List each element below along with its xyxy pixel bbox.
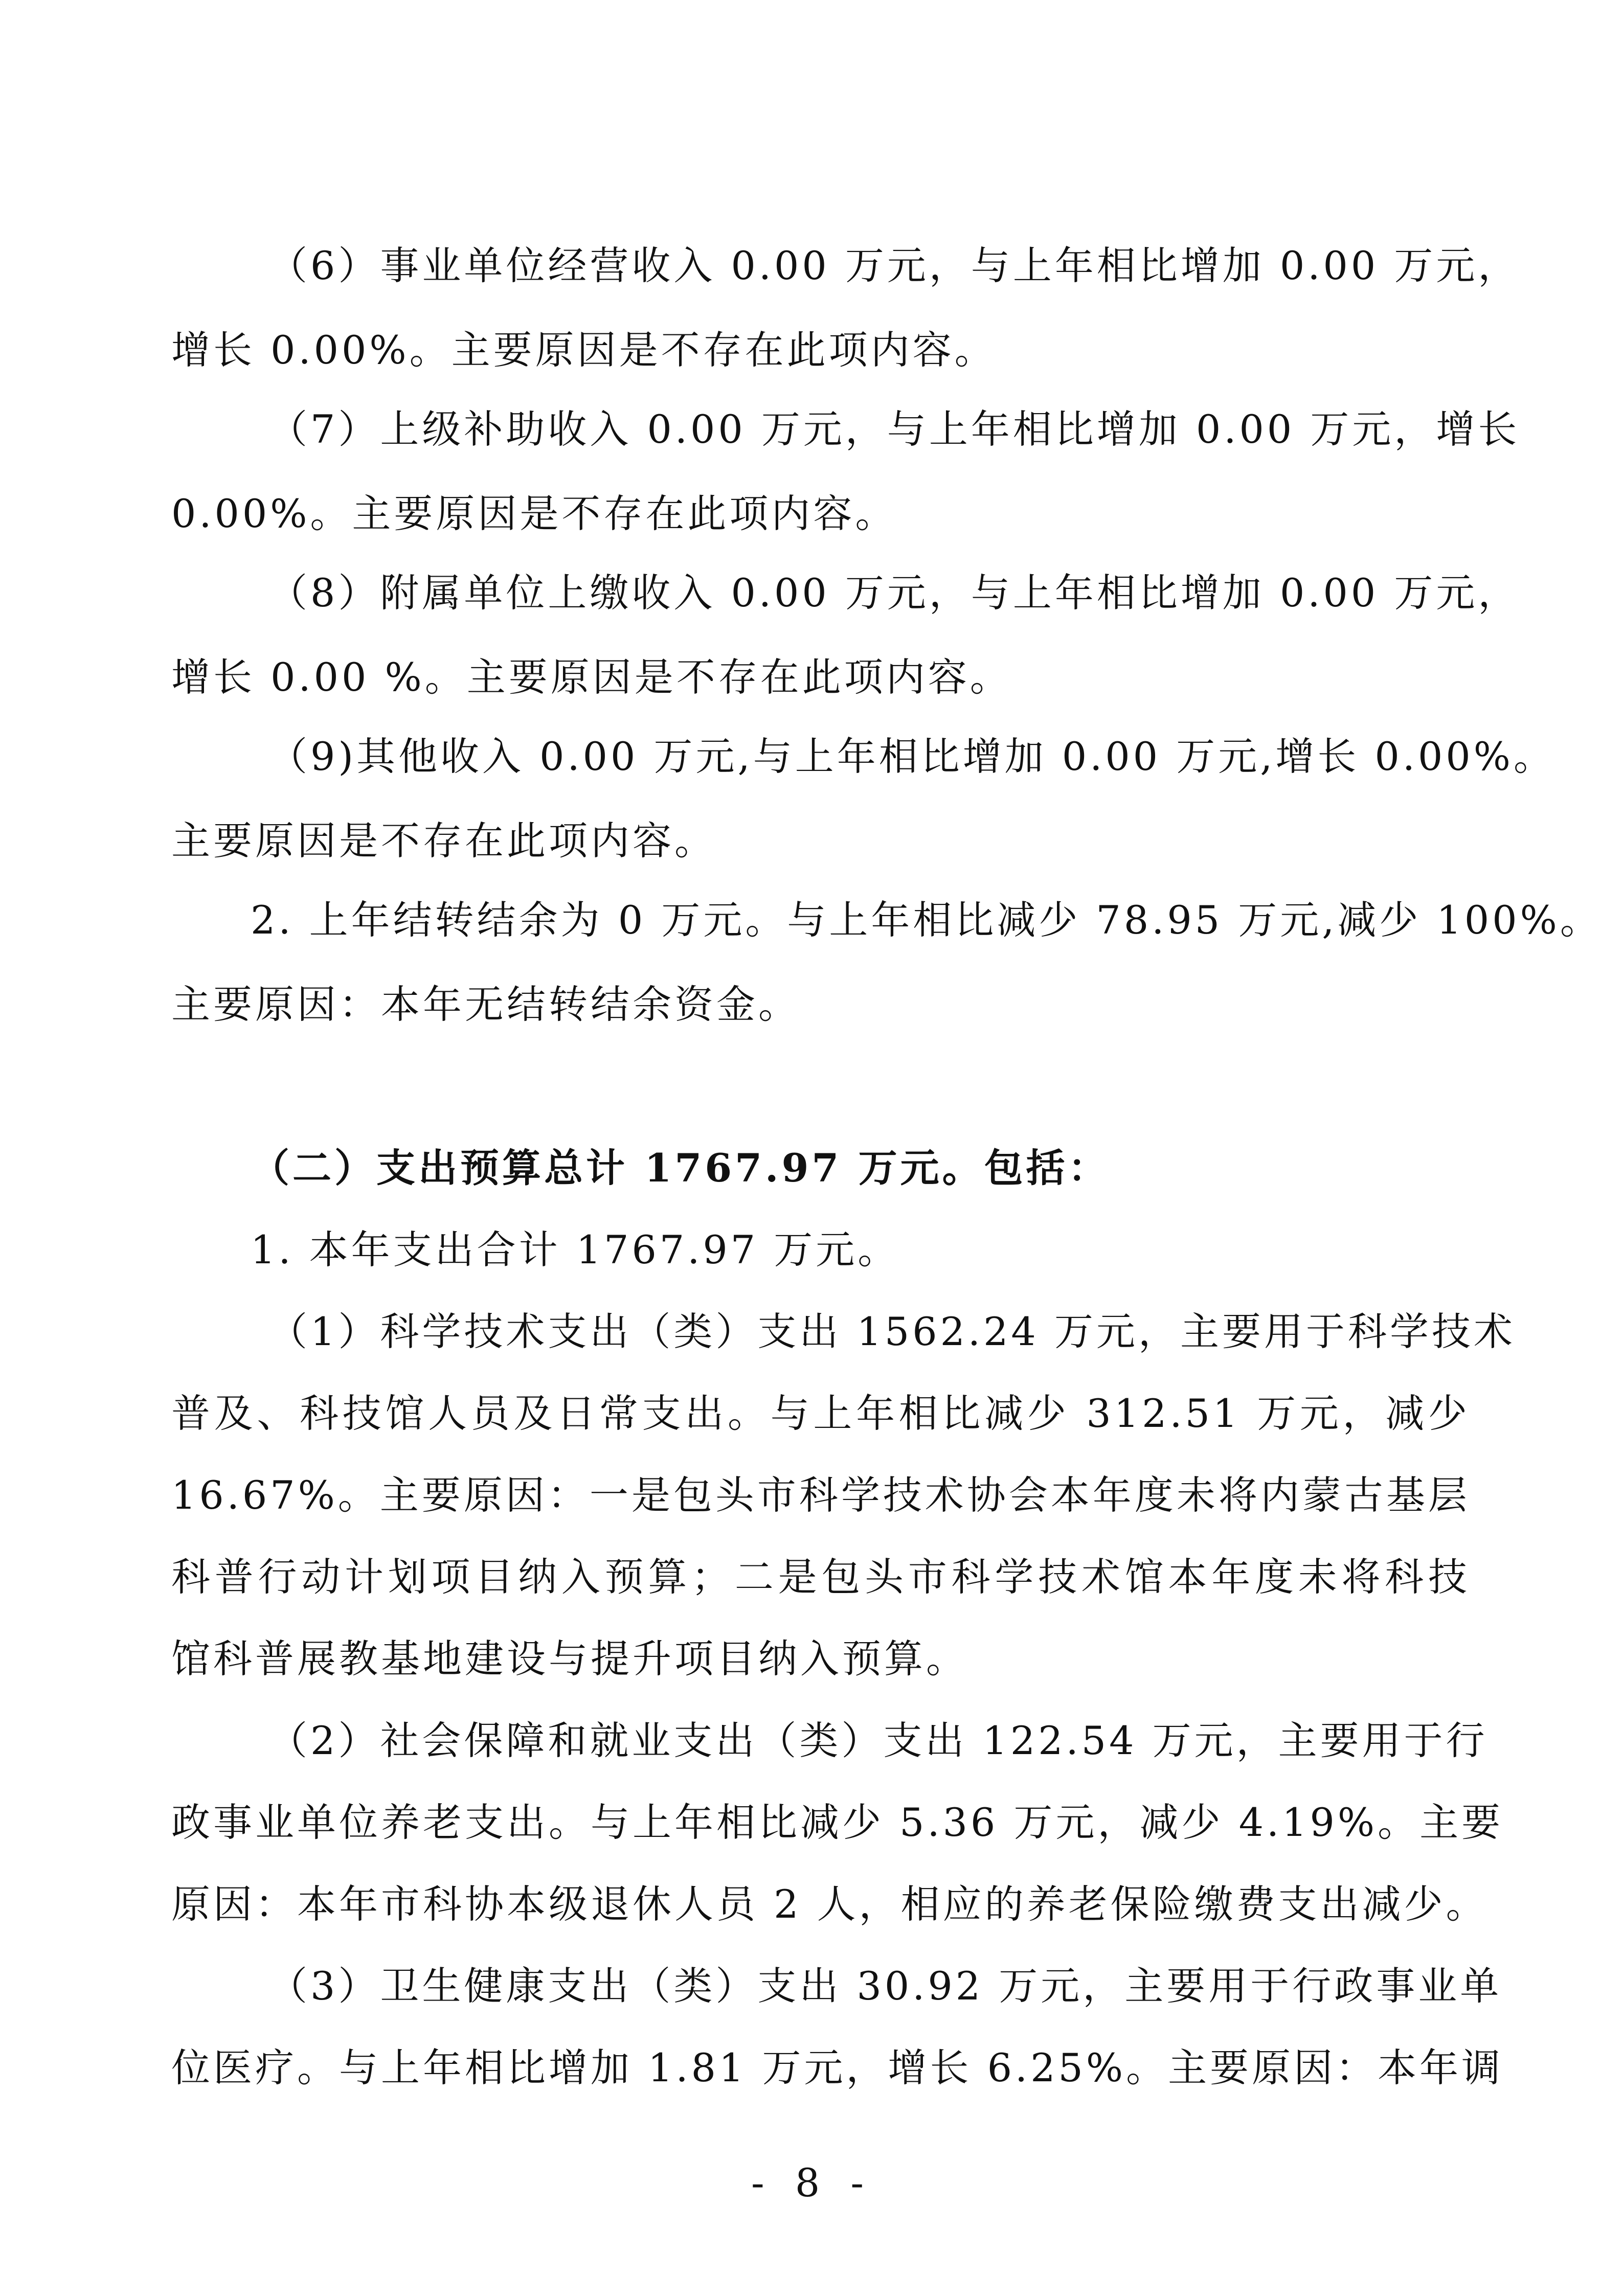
paragraph-income-6-line-1: （6）事业单位经营收入 0.00 万元，与上年相比增加 0.00 万元， bbox=[268, 243, 1520, 288]
paragraph-income-6-line-2: 增长 0.00%。主要原因是不存在此项内容。 bbox=[171, 327, 997, 373]
paragraph-income-7-line-1: （7）上级补助收入 0.00 万元，与上年相比增加 0.00 万元，增长 bbox=[268, 406, 1520, 452]
paragraph-expense-2-line-3: 原因：本年市科协本级退休人员 2 人，相应的养老保险缴费支出减少。 bbox=[171, 1881, 1488, 1927]
paragraph-income-9-line-2: 主要原因是不存在此项内容。 bbox=[171, 818, 716, 863]
paragraph-expense-1-line-2: 普及、科技馆人员及日常支出。与上年相比减少 312.51 万元，减少 bbox=[171, 1391, 1470, 1436]
paragraph-expense-2-line-1: （2）社会保障和就业支出（类）支出 122.54 万元，主要用于行 bbox=[268, 1718, 1488, 1763]
paragraph-expense-1-line-1: （1）科学技术支出（类）支出 1562.24 万元，主要用于科学技术 bbox=[268, 1309, 1516, 1354]
paragraph-expense-1-line-3: 16.67%。主要原因：一是包头市科学技术协会本年度未将内蒙古基层 bbox=[171, 1472, 1470, 1518]
paragraph-income-8-line-1: （8）附属单位上缴收入 0.00 万元，与上年相比增加 0.00 万元， bbox=[268, 570, 1520, 616]
paragraph-expense-3-line-1: （3）卫生健康支出（类）支出 30.92 万元，主要用于行政事业单 bbox=[268, 1963, 1502, 2009]
paragraph-income-8-line-2: 增长 0.00 %。主要原因是不存在此项内容。 bbox=[171, 654, 1012, 700]
paragraph-expense-3-line-2: 位医疗。与上年相比增加 1.81 万元，增长 6.25%。主要原因：本年调 bbox=[171, 2045, 1504, 2090]
paragraph-expense-total: 1. 本年支出合计 1767.97 万元。 bbox=[251, 1227, 900, 1272]
paragraph-carryover-line-2: 主要原因：本年无结转结余资金。 bbox=[171, 982, 800, 1027]
paragraph-expense-1-line-5: 馆科普展教基地建设与提升项目纳入预算。 bbox=[171, 1636, 968, 1681]
paragraph-carryover-line-1: 2. 上年结转结余为 0 万元。与上年相比减少 78.95 万元,减少 100%。 bbox=[251, 897, 1602, 943]
paragraph-expense-2-line-2: 政事业单位养老支出。与上年相比减少 5.36 万元，减少 4.19%。主要 bbox=[171, 1800, 1504, 1845]
paragraph-income-9-line-1: （9)其他收入 0.00 万元,与上年相比增加 0.00 万元,增长 0.00%。 bbox=[268, 734, 1555, 779]
paragraph-expense-1-line-4: 科普行动计划项目纳入预算；二是包头市科学技术馆本年度未将科技 bbox=[171, 1554, 1470, 1600]
paragraph-income-7-line-2: 0.00%。主要原因是不存在此项内容。 bbox=[171, 491, 897, 536]
section-heading-expense-budget: （二）支出预算总计 1767.97 万元。包括： bbox=[251, 1145, 1110, 1191]
page-number: - 8 - bbox=[751, 2160, 873, 2206]
